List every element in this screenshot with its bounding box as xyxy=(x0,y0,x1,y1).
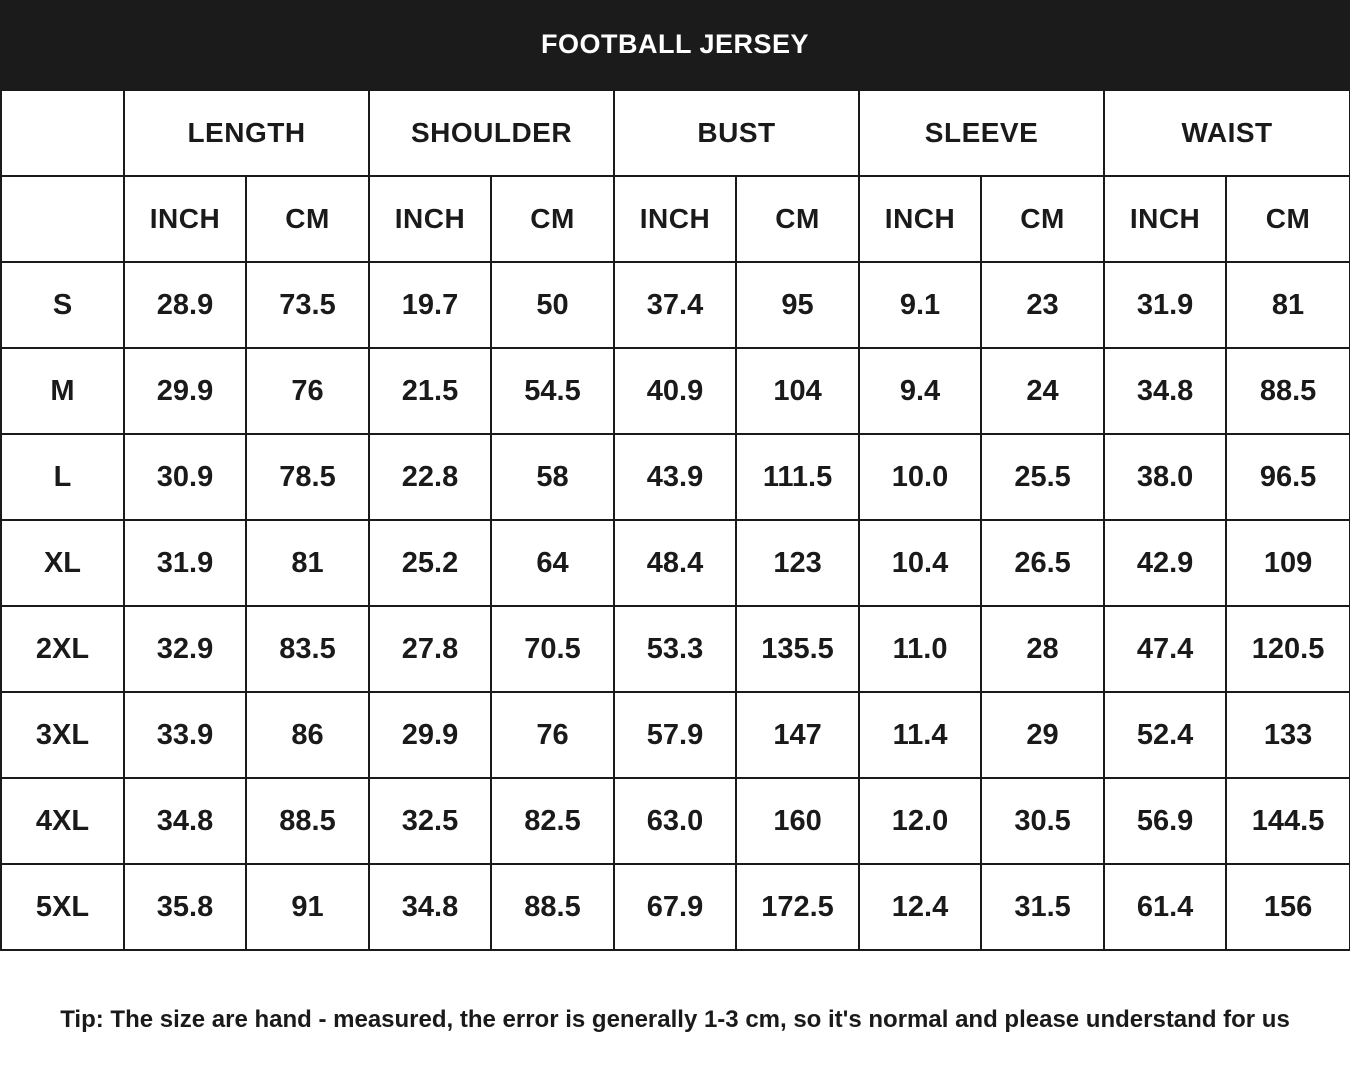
table-cell: 73.5 xyxy=(246,262,369,348)
table-cell: 10.4 xyxy=(859,520,981,606)
table-cell: 37.4 xyxy=(614,262,736,348)
measurement-header: BUST xyxy=(614,90,859,176)
unit-header: CM xyxy=(491,176,614,262)
size-label: S xyxy=(1,262,124,348)
table-cell: 24 xyxy=(981,348,1104,434)
table-cell: 23 xyxy=(981,262,1104,348)
measurement-header: WAIST xyxy=(1104,90,1350,176)
table-row xyxy=(1,692,1350,778)
unit-header: INCH xyxy=(124,176,246,262)
table-cell: 78.5 xyxy=(246,434,369,520)
unit-header: INCH xyxy=(1104,176,1226,262)
table-cell: 21.5 xyxy=(369,348,491,434)
table-cell: 31.5 xyxy=(981,864,1104,950)
table-cell: 26.5 xyxy=(981,520,1104,606)
table-cell: 67.9 xyxy=(614,864,736,950)
corner-cell xyxy=(1,90,124,176)
table-cell: 95 xyxy=(736,262,859,348)
table-cell: 27.8 xyxy=(369,606,491,692)
table-cell: 81 xyxy=(1226,262,1350,348)
table-cell: 33.9 xyxy=(124,692,246,778)
table-cell: 29.9 xyxy=(369,692,491,778)
table-cell: 156 xyxy=(1226,864,1350,950)
table-cell: 76 xyxy=(246,348,369,434)
unit-header: CM xyxy=(981,176,1104,262)
table-cell: 111.5 xyxy=(736,434,859,520)
title-bar xyxy=(0,0,1350,89)
table-cell: 88.5 xyxy=(491,864,614,950)
table-cell: 12.4 xyxy=(859,864,981,950)
table-cell: 29.9 xyxy=(124,348,246,434)
table-cell: 29 xyxy=(981,692,1104,778)
table-cell: 38.0 xyxy=(1104,434,1226,520)
table-cell: 35.8 xyxy=(124,864,246,950)
tip-note: Tip: The size are hand - measured, the error is generally 1-3 cm, so it's normal and please understand for us xyxy=(60,1006,1290,1033)
table-cell: 9.1 xyxy=(859,262,981,348)
table-cell: 32.5 xyxy=(369,778,491,864)
table-cell: 88.5 xyxy=(246,778,369,864)
table-cell: 52.4 xyxy=(1104,692,1226,778)
size-label: 4XL xyxy=(1,778,124,864)
table-cell: 30.9 xyxy=(124,434,246,520)
table-cell: 120.5 xyxy=(1226,606,1350,692)
unit-header: INCH xyxy=(369,176,491,262)
table-cell: 61.4 xyxy=(1104,864,1226,950)
table-cell: 109 xyxy=(1226,520,1350,606)
table-cell: 76 xyxy=(491,692,614,778)
table-cell: 32.9 xyxy=(124,606,246,692)
table-cell: 47.4 xyxy=(1104,606,1226,692)
table-cell: 34.8 xyxy=(1104,348,1226,434)
table-cell: 91 xyxy=(246,864,369,950)
table-cell: 11.0 xyxy=(859,606,981,692)
table-cell: 83.5 xyxy=(246,606,369,692)
size-label: 5XL xyxy=(1,864,124,950)
measurement-header: SLEEVE xyxy=(859,90,1104,176)
table-row xyxy=(1,864,1350,950)
table-cell: 25.2 xyxy=(369,520,491,606)
unit-header: CM xyxy=(736,176,859,262)
table-row xyxy=(1,778,1350,864)
table-cell: 28 xyxy=(981,606,1104,692)
table-cell: 48.4 xyxy=(614,520,736,606)
table-cell: 82.5 xyxy=(491,778,614,864)
table-cell: 22.8 xyxy=(369,434,491,520)
unit-header: CM xyxy=(1226,176,1350,262)
table-cell: 40.9 xyxy=(614,348,736,434)
table-cell: 50 xyxy=(491,262,614,348)
size-label: 2XL xyxy=(1,606,124,692)
chart-title: FOOTBALL JERSEY xyxy=(540,29,810,59)
table-cell: 10.0 xyxy=(859,434,981,520)
table-row xyxy=(1,520,1350,606)
table-cell: 31.9 xyxy=(124,520,246,606)
table-cell: 123 xyxy=(736,520,859,606)
table-cell: 86 xyxy=(246,692,369,778)
table-row xyxy=(1,262,1350,348)
table-cell: 147 xyxy=(736,692,859,778)
size-label: XL xyxy=(1,520,124,606)
table-cell: 53.3 xyxy=(614,606,736,692)
unit-header: INCH xyxy=(614,176,736,262)
measurement-header-row xyxy=(1,90,1350,176)
table-row xyxy=(1,606,1350,692)
table-cell: 172.5 xyxy=(736,864,859,950)
table-cell: 64 xyxy=(491,520,614,606)
table-cell: 34.8 xyxy=(124,778,246,864)
table-cell: 160 xyxy=(736,778,859,864)
table-cell: 42.9 xyxy=(1104,520,1226,606)
table-cell: 88.5 xyxy=(1226,348,1350,434)
table-cell: 12.0 xyxy=(859,778,981,864)
size-label: M xyxy=(1,348,124,434)
table-cell: 31.9 xyxy=(1104,262,1226,348)
table-cell: 104 xyxy=(736,348,859,434)
measurement-header: LENGTH xyxy=(124,90,369,176)
size-table xyxy=(0,89,1350,951)
table-cell: 81 xyxy=(246,520,369,606)
table-row xyxy=(1,348,1350,434)
table-cell: 54.5 xyxy=(491,348,614,434)
table-cell: 11.4 xyxy=(859,692,981,778)
table-cell: 144.5 xyxy=(1226,778,1350,864)
table-cell: 34.8 xyxy=(369,864,491,950)
table-cell: 28.9 xyxy=(124,262,246,348)
size-label: 3XL xyxy=(1,692,124,778)
unit-header: CM xyxy=(246,176,369,262)
table-cell: 30.5 xyxy=(981,778,1104,864)
table-cell: 56.9 xyxy=(1104,778,1226,864)
size-label: L xyxy=(1,434,124,520)
table-cell: 25.5 xyxy=(981,434,1104,520)
table-cell: 19.7 xyxy=(369,262,491,348)
table-cell: 58 xyxy=(491,434,614,520)
unit-header-row xyxy=(1,176,1350,262)
table-cell: 63.0 xyxy=(614,778,736,864)
table-cell: 43.9 xyxy=(614,434,736,520)
table-cell: 96.5 xyxy=(1226,434,1350,520)
table-row xyxy=(1,434,1350,520)
table-cell: 133 xyxy=(1226,692,1350,778)
unit-header: INCH xyxy=(859,176,981,262)
table-cell: 135.5 xyxy=(736,606,859,692)
table-cell: 70.5 xyxy=(491,606,614,692)
measurement-header: SHOULDER xyxy=(369,90,614,176)
corner-cell xyxy=(1,176,124,262)
table-cell: 57.9 xyxy=(614,692,736,778)
table-cell: 9.4 xyxy=(859,348,981,434)
